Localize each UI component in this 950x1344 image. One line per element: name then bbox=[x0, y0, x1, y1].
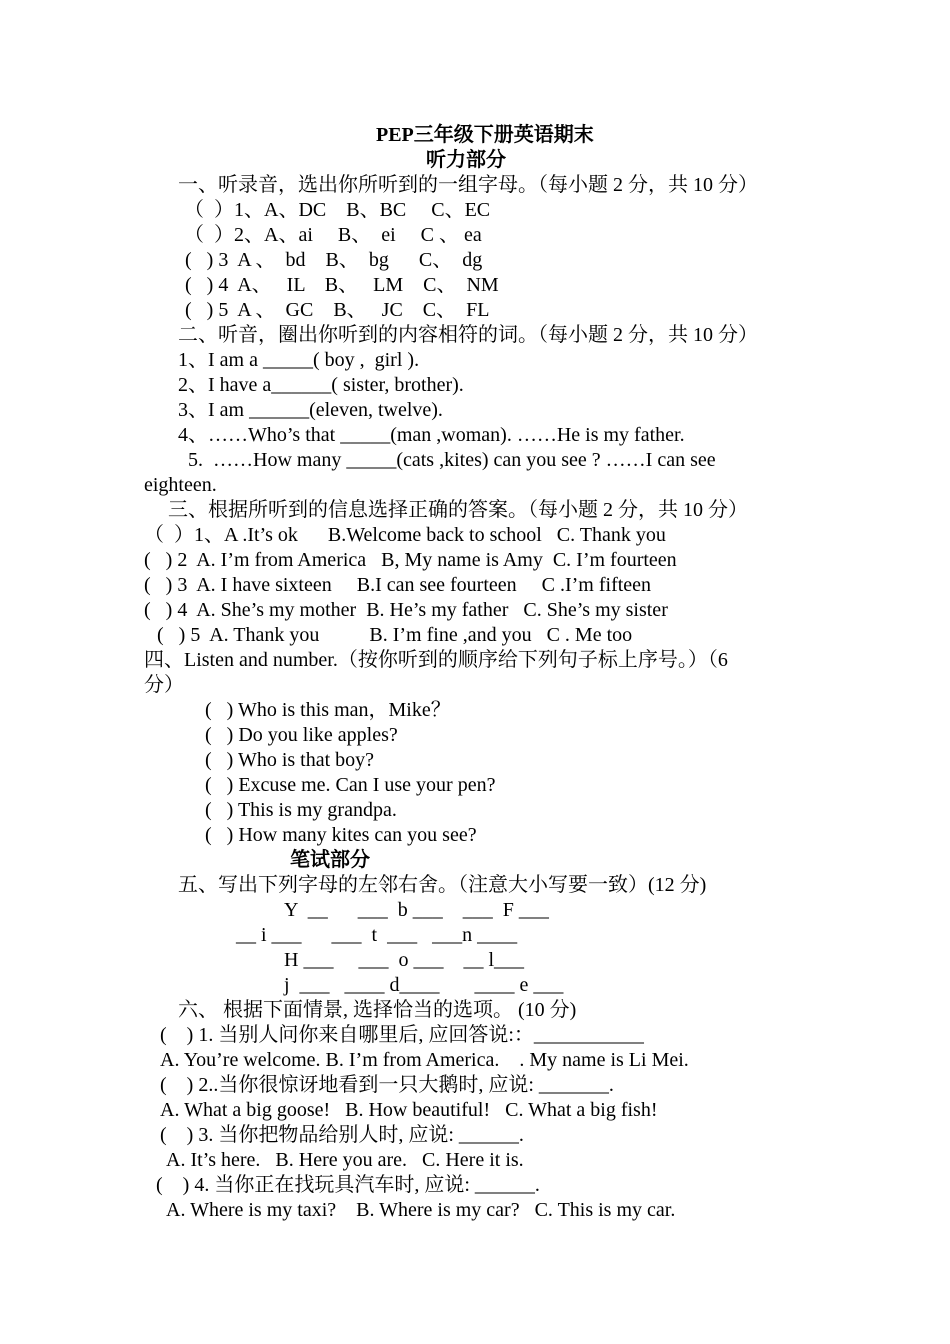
s4-sentence-3: ( ) Who is that boy? bbox=[205, 749, 375, 771]
section-1-instruction: 一、听录音，选出你所听到的一组字母。（每小题 2 分，共 10 分） bbox=[178, 174, 758, 196]
s3-question-4: ( ) 4 A. She’s my mother B. He’s my father C. She’s my sister bbox=[144, 599, 668, 621]
s1-question-2: （ ）2、A、ai B、 ei C 、 ea bbox=[184, 224, 482, 246]
s4-sentence-6: ( ) How many kites can you see? bbox=[205, 824, 477, 846]
s5-row-3: H ___ ___ o ___ __ l___ bbox=[284, 949, 524, 971]
section-3-instruction: 三、根据所听到的信息选择正确的答案。（每小题 2 分，共 10 分） bbox=[168, 499, 748, 521]
section-4-instruction: 四、Listen and number.（按你听到的顺序给下列句子标上序号。）（6 bbox=[144, 649, 728, 671]
s4-sentence-5: ( ) This is my grandpa. bbox=[205, 799, 397, 821]
s6-question-4: ( ) 4. 当你正在找玩具汽车时, 应说: ______. bbox=[156, 1174, 540, 1196]
s2-question-1: 1、I am a _____( boy , girl ). bbox=[178, 349, 420, 371]
s6-question-3: ( ) 3. 当你把物品给别人时, 应说: ______. bbox=[160, 1124, 524, 1146]
s1-question-5: ( ) 5 A 、 GC B、 JC C、 FL bbox=[180, 299, 490, 321]
section-4-instruction-cont: 分） bbox=[144, 674, 184, 696]
page-title: PEP三年级下册英语期末 bbox=[376, 124, 594, 146]
s2-question-5-continued: eighteen. bbox=[144, 474, 217, 496]
section-heading-written: 笔试部分 bbox=[290, 849, 370, 871]
s1-question-1: （ ）1、A、DC B、BC C、EC bbox=[184, 199, 491, 221]
s6-options-4: A. Where is my taxi? B. Where is my car? C. This is my car. bbox=[166, 1199, 676, 1221]
s6-options-1: A. You’re welcome. B. I’m from America. . My name is Li Mei. bbox=[160, 1049, 689, 1071]
section-5-instruction: 五、写出下列字母的左邻右舍。（注意大小写要一致）(12 分) bbox=[178, 874, 707, 896]
s4-sentence-4: ( ) Excuse me. Can I use your pen? bbox=[205, 774, 496, 796]
s6-question-2: ( ) 2..当你很惊讶地看到一只大鹅时, 应说: _______. bbox=[160, 1074, 614, 1096]
s6-options-3: A. It’s here. B. Here you are. C. Here it is. bbox=[166, 1149, 524, 1171]
s1-question-3: ( ) 3 A 、 bd B、 bg C、 dg bbox=[180, 249, 483, 271]
s4-sentence-1: ( ) Who is this man，Mike？ bbox=[205, 699, 451, 721]
s2-question-5: 5. ……How many _____(cats ,kites) can you see ? ……I can see bbox=[188, 449, 716, 471]
s1-question-4: ( ) 4 A、 IL B、 LM C、 NM bbox=[180, 274, 499, 296]
s4-sentence-2: ( ) Do you like apples? bbox=[205, 724, 398, 746]
section-heading-listening: 听力部分 bbox=[426, 149, 506, 171]
s2-question-2: 2、I have a______( sister, brother). bbox=[178, 374, 464, 396]
s3-question-3: ( ) 3 A. I have sixteen B.I can see fourteen C .I’m fifteen bbox=[144, 574, 652, 596]
s3-question-2: ( ) 2 A. I’m from America B, My name is Amy C. I’m fourteen bbox=[144, 549, 677, 571]
s6-question-1: ( ) 1. 当别人问你来自哪里后, 应回答说:：___________ bbox=[160, 1024, 644, 1046]
s5-row-2: __ i ___ ___ t ___ ___n ____ bbox=[236, 924, 518, 946]
section-2-instruction: 二、听音，圈出你听到的内容相符的词。（每小题 2 分，共 10 分） bbox=[178, 324, 758, 346]
s6-options-2: A. What a big goose! B. How beautiful! C. What a big fish! bbox=[160, 1099, 658, 1121]
section-6-instruction: 六、 根据下面情景, 选择恰当的选项。 (10 分) bbox=[178, 999, 577, 1021]
s2-question-4: 4、……Who’s that _____(man ,woman). ……He is my father. bbox=[178, 424, 685, 446]
s2-question-3: 3、I am ______(eleven, twelve). bbox=[178, 399, 443, 421]
s5-row-4: j ___ ____ d____ ____ e ___ bbox=[284, 974, 564, 996]
s5-row-1: Y __ ___ b ___ ___ F ___ bbox=[284, 899, 549, 921]
s3-question-5: ( ) 5 A. Thank you B. I’m fine ,and you C . Me too bbox=[152, 624, 633, 646]
s3-question-1: （ ）1、A .It’s ok B.Welcome back to school C. Thank you bbox=[144, 524, 666, 546]
